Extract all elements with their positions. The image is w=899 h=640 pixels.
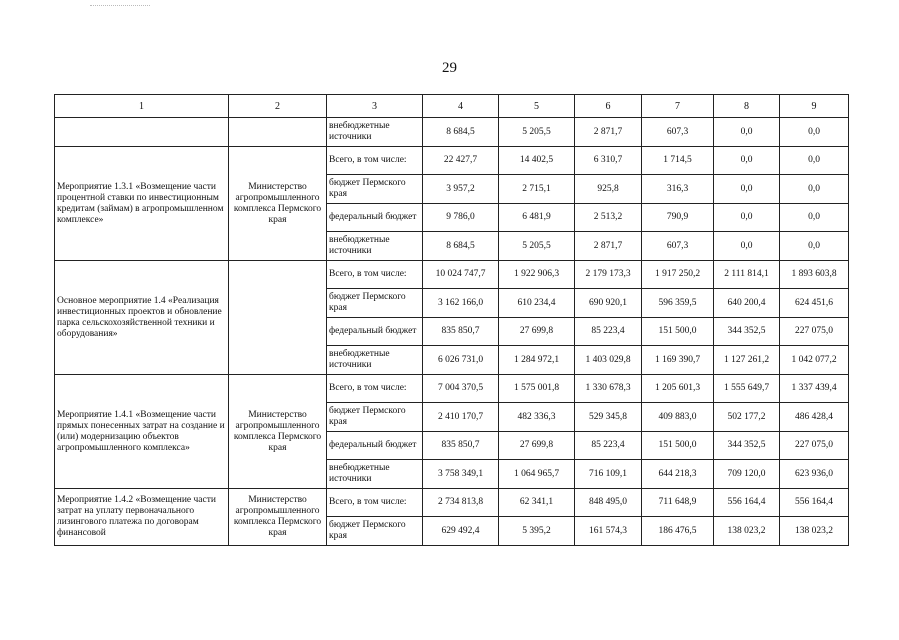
- amount-cell: 1 169 390,7: [642, 346, 714, 375]
- column-header: 5: [499, 95, 575, 118]
- page-number: 29: [442, 60, 457, 76]
- amount-cell: 14 402,5: [499, 147, 575, 175]
- amount-cell: 2 179 173,3: [575, 261, 642, 289]
- amount-cell: 5 205,5: [499, 118, 575, 147]
- amount-cell: 3 957,2: [423, 175, 499, 204]
- responsible-executor: [229, 261, 327, 375]
- amount-cell: 1 337 439,4: [780, 375, 849, 403]
- amount-cell: 8 684,5: [423, 118, 499, 147]
- amount-cell: 27 699,8: [499, 432, 575, 460]
- funding-source: Всего, в том числе:: [327, 489, 423, 517]
- amount-cell: 0,0: [780, 232, 849, 261]
- table-row: [55, 118, 849, 147]
- column-header: 1: [55, 95, 229, 118]
- amount-cell: 9 786,0: [423, 204, 499, 232]
- amount-cell: 0,0: [780, 204, 849, 232]
- amount-cell: 709 120,0: [714, 460, 780, 489]
- amount-cell: 502 177,2: [714, 403, 780, 432]
- amount-cell: 227 075,0: [780, 318, 849, 346]
- amount-cell: 0,0: [714, 232, 780, 261]
- amount-cell: 486 428,4: [780, 403, 849, 432]
- measure-description: Мероприятие 1.4.1 «Возмещение части прямых понесенных затрат на создание и (или) модернизацию объектов агропромышленного комплекса»: [55, 375, 229, 489]
- amount-cell: 409 883,0: [642, 403, 714, 432]
- amount-cell: 85 223,4: [575, 432, 642, 460]
- amount-cell: 835 850,7: [423, 432, 499, 460]
- amount-cell: 0,0: [714, 175, 780, 204]
- table-row: [55, 489, 849, 517]
- amount-cell: 1 575 001,8: [499, 375, 575, 403]
- measure-description: Основное мероприятие 1.4 «Реализация инвестиционных проектов и обновление парка сельскохозяйственной техники и оборудования»: [55, 261, 229, 375]
- amount-cell: 186 476,5: [642, 517, 714, 546]
- amount-cell: 0,0: [714, 118, 780, 147]
- amount-cell: 2 871,7: [575, 232, 642, 261]
- amount-cell: 556 164,4: [780, 489, 849, 517]
- column-header: 6: [575, 95, 642, 118]
- column-header: 2: [229, 95, 327, 118]
- amount-cell: 1 917 250,2: [642, 261, 714, 289]
- responsible-executor: Министерство агропромышленного комплекса Пермского края: [229, 375, 327, 489]
- amount-cell: 1 042 077,2: [780, 346, 849, 375]
- amount-cell: 3 162 166,0: [423, 289, 499, 318]
- funding-source: бюджет Пермского края: [327, 175, 423, 204]
- amount-cell: 227 075,0: [780, 432, 849, 460]
- column-header: 9: [780, 95, 849, 118]
- funding-source: федеральный бюджет: [327, 204, 423, 232]
- amount-cell: 623 936,0: [780, 460, 849, 489]
- amount-cell: 2 111 814,1: [714, 261, 780, 289]
- measure-description: Мероприятие 1.3.1 «Возмещение части процентной ставки по инвестиционным кредитам (займам) в агропромышленном комплексе»: [55, 147, 229, 261]
- amount-cell: 2 715,1: [499, 175, 575, 204]
- funding-source: внебюджетные источники: [327, 460, 423, 489]
- amount-cell: 5 395,2: [499, 517, 575, 546]
- amount-cell: 138 023,2: [780, 517, 849, 546]
- amount-cell: 6 310,7: [575, 147, 642, 175]
- amount-cell: 1 330 678,3: [575, 375, 642, 403]
- amount-cell: 482 336,3: [499, 403, 575, 432]
- amount-cell: 0,0: [780, 147, 849, 175]
- amount-cell: 925,8: [575, 175, 642, 204]
- table-row: [55, 147, 849, 175]
- amount-cell: 556 164,4: [714, 489, 780, 517]
- amount-cell: 1 893 603,8: [780, 261, 849, 289]
- amount-cell: 1 205 601,3: [642, 375, 714, 403]
- amount-cell: 0,0: [780, 175, 849, 204]
- amount-cell: 0,0: [714, 204, 780, 232]
- amount-cell: 161 574,3: [575, 517, 642, 546]
- amount-cell: 138 023,2: [714, 517, 780, 546]
- amount-cell: 85 223,4: [575, 318, 642, 346]
- amount-cell: 610 234,4: [499, 289, 575, 318]
- amount-cell: 596 359,5: [642, 289, 714, 318]
- column-header: 4: [423, 95, 499, 118]
- amount-cell: 835 850,7: [423, 318, 499, 346]
- amount-cell: 1 284 972,1: [499, 346, 575, 375]
- amount-cell: 624 451,6: [780, 289, 849, 318]
- amount-cell: 1 127 261,2: [714, 346, 780, 375]
- amount-cell: 607,3: [642, 118, 714, 147]
- amount-cell: 344 352,5: [714, 432, 780, 460]
- amount-cell: 6 481,9: [499, 204, 575, 232]
- funding-source: Всего, в том числе:: [327, 261, 423, 289]
- funding-source: внебюджетные источники: [327, 118, 423, 147]
- table-row: [55, 261, 849, 289]
- header-row: [55, 95, 849, 118]
- amount-cell: 10 024 747,7: [423, 261, 499, 289]
- amount-cell: 1 403 029,8: [575, 346, 642, 375]
- responsible-executor: [229, 118, 327, 147]
- funding-source: бюджет Пермского края: [327, 289, 423, 318]
- amount-cell: 1 555 649,7: [714, 375, 780, 403]
- funding-source: внебюджетные источники: [327, 346, 423, 375]
- amount-cell: 7 004 370,5: [423, 375, 499, 403]
- budget-table: [54, 94, 849, 546]
- funding-source: бюджет Пермского края: [327, 403, 423, 432]
- amount-cell: 0,0: [780, 118, 849, 147]
- amount-cell: 151 500,0: [642, 318, 714, 346]
- column-header: 8: [714, 95, 780, 118]
- amount-cell: 27 699,8: [499, 318, 575, 346]
- amount-cell: 2 871,7: [575, 118, 642, 147]
- responsible-executor: Министерство агропромышленного комплекса Пермского края: [229, 489, 327, 546]
- amount-cell: 711 648,9: [642, 489, 714, 517]
- amount-cell: 2 410 170,7: [423, 403, 499, 432]
- amount-cell: 1 064 965,7: [499, 460, 575, 489]
- amount-cell: 607,3: [642, 232, 714, 261]
- funding-source: федеральный бюджет: [327, 432, 423, 460]
- amount-cell: 690 920,1: [575, 289, 642, 318]
- amount-cell: 62 341,1: [499, 489, 575, 517]
- amount-cell: 1 714,5: [642, 147, 714, 175]
- funding-source: федеральный бюджет: [327, 318, 423, 346]
- amount-cell: 22 427,7: [423, 147, 499, 175]
- amount-cell: 344 352,5: [714, 318, 780, 346]
- amount-cell: 316,3: [642, 175, 714, 204]
- table-row: [55, 375, 849, 403]
- funding-source: бюджет Пермского края: [327, 517, 423, 546]
- funding-source: внебюджетные источники: [327, 232, 423, 261]
- amount-cell: 8 684,5: [423, 232, 499, 261]
- funding-source: Всего, в том числе:: [327, 147, 423, 175]
- column-header: 7: [642, 95, 714, 118]
- amount-cell: 790,9: [642, 204, 714, 232]
- measure-description: [55, 118, 229, 147]
- amount-cell: 3 758 349,1: [423, 460, 499, 489]
- amount-cell: 2 734 813,8: [423, 489, 499, 517]
- scan-edge-mark: [90, 5, 150, 6]
- amount-cell: 1 922 906,3: [499, 261, 575, 289]
- amount-cell: 640 200,4: [714, 289, 780, 318]
- responsible-executor: Министерство агропромышленного комплекса Пермского края: [229, 147, 327, 261]
- amount-cell: 151 500,0: [642, 432, 714, 460]
- measure-description: Мероприятие 1.4.2 «Возмещение части затрат на уплату первоначального лизингового платежа по договорам финансовой: [55, 489, 229, 546]
- amount-cell: 629 492,4: [423, 517, 499, 546]
- amount-cell: 6 026 731,0: [423, 346, 499, 375]
- amount-cell: 529 345,8: [575, 403, 642, 432]
- funding-source: Всего, в том числе:: [327, 375, 423, 403]
- amount-cell: 0,0: [714, 147, 780, 175]
- amount-cell: 2 513,2: [575, 204, 642, 232]
- amount-cell: 848 495,0: [575, 489, 642, 517]
- amount-cell: 716 109,1: [575, 460, 642, 489]
- amount-cell: 5 205,5: [499, 232, 575, 261]
- column-header: 3: [327, 95, 423, 118]
- amount-cell: 644 218,3: [642, 460, 714, 489]
